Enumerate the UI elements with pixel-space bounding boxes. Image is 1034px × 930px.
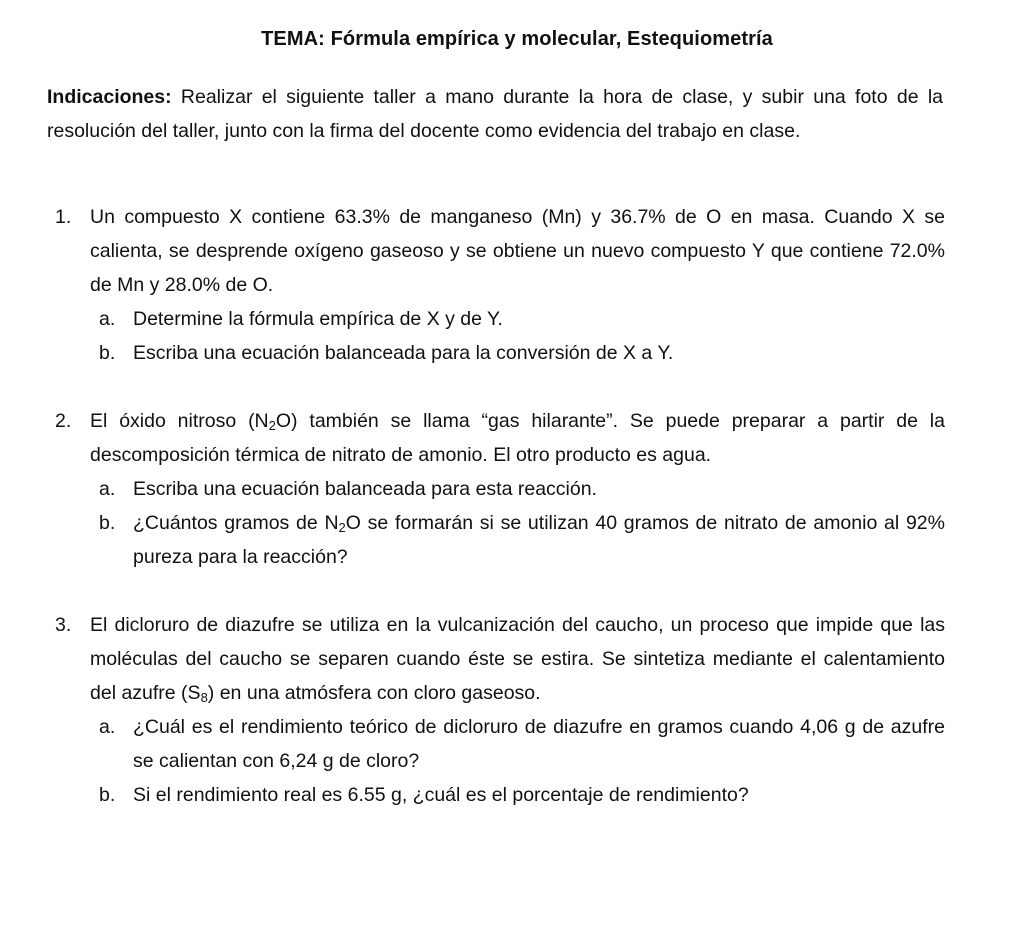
question-2 <box>55 404 945 574</box>
item-text: Escriba una ecuación balanceada para la conversión de X a Y. <box>133 342 674 364</box>
question-text-before: El óxido nitroso (N <box>90 410 269 432</box>
question-text: Un compuesto X contiene 63.3% de manganeso (Mn) y 36.7% de O en masa. Cuando X se calienta, se desprende oxígeno gaseoso y se obtiene un nuevo compuesto Y que contiene 72.0% de Mn y 28.0% de O. <box>90 206 945 296</box>
item-text: Escriba una ecuación balanceada para esta reacción. <box>133 478 597 500</box>
question-3-item-b <box>55 778 945 812</box>
question-number: 2. <box>55 410 72 432</box>
question-text-after: ) en una atmósfera con cloro gaseoso. <box>207 682 541 704</box>
subscript: 8 <box>200 690 208 705</box>
question-3 <box>55 608 945 812</box>
item-text: Determine la fórmula empírica de X y de Y. <box>133 308 503 330</box>
question-3-statement <box>55 608 945 710</box>
page-title: TEMA: Fórmula empírica y molecular, Estequiometría <box>261 28 773 50</box>
question-number: 1. <box>55 206 72 228</box>
indications-paragraph <box>47 80 943 148</box>
subscript: 2 <box>268 418 276 433</box>
question-2-item-a <box>55 472 945 506</box>
question-1 <box>55 200 945 370</box>
question-1-item-a <box>55 302 945 336</box>
item-letter: b. <box>99 342 116 364</box>
subscript: 2 <box>338 520 346 535</box>
question-text-before: El dicloruro de diazufre se utiliza en la vulcanización del caucho, un proceso que impide que las moléculas del caucho se separen cuando éste se estira. Se sintetiza mediante el calentamiento del azufre (S <box>90 614 945 704</box>
question-1-statement <box>55 200 945 302</box>
item-letter: b. <box>99 512 116 534</box>
question-2-item-b <box>55 506 945 574</box>
item-text-after: O se formarán si se utilizan 40 gramos de nitrato de amonio al 92% pureza para la reacción? <box>133 512 945 568</box>
item-text: ¿Cuál es el rendimiento teórico de dicloruro de diazufre en gramos cuando 4,06 g de azufre se calientan con 6,24 g de cloro? <box>133 716 945 772</box>
item-letter: a. <box>99 308 116 330</box>
item-text: Si el rendimiento real es 6.55 g, ¿cuál es el porcentaje de rendimiento? <box>133 784 749 806</box>
item-text-before: ¿Cuántos gramos de N <box>133 512 339 534</box>
question-text-after: O) también se llama “gas hilarante”. Se puede preparar a partir de la descomposición térmica de nitrato de amonio. El otro producto es agua. <box>90 410 945 466</box>
indications-text: Realizar el siguiente taller a mano durante la hora de clase, y subir una foto de la resolución del taller, junto con la firma del docente como evidencia del trabajo en clase. <box>47 86 943 142</box>
indications-label: Indicaciones: <box>47 86 172 108</box>
question-1-item-b <box>55 336 945 370</box>
question-number: 3. <box>55 614 72 636</box>
item-letter: a. <box>99 478 116 500</box>
question-3-item-a <box>55 710 945 778</box>
item-letter: a. <box>99 716 116 738</box>
item-letter: b. <box>99 784 116 806</box>
question-2-statement <box>55 404 945 472</box>
